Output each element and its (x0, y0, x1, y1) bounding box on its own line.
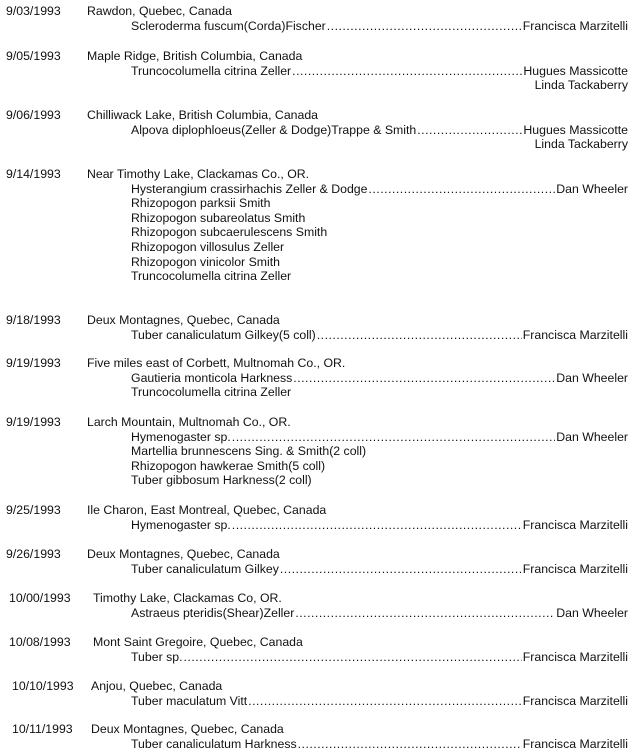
dot-leader (295, 606, 555, 621)
species-list (131, 328, 628, 343)
species-row (131, 459, 628, 474)
species-name: Tuber canaliculatum Gilkey (131, 561, 279, 576)
record-date: 9/19/1993 (6, 356, 61, 370)
record-location: Maple Ridge, British Columbia, Canada (87, 49, 303, 63)
record-location: Deux Montagnes, Quebec, Canada (87, 313, 280, 327)
species-row (131, 518, 628, 533)
species-name: Astraeus pteridis(Shear)Zeller (131, 605, 295, 620)
species-name: Tuber gibbosum Harkness(2 coll) (131, 473, 312, 488)
record-location: Five miles east of Corbett, Multnomah Co., OR. (87, 356, 346, 370)
dot-leader (293, 371, 555, 386)
species-list (131, 182, 628, 284)
species-row (131, 255, 628, 270)
species-name: Tuber canaliculatum Gilkey(5 coll) (131, 327, 316, 342)
dot-leader (327, 19, 522, 34)
species-name: Hysterangium crassirhachis Zeller & Dodge (131, 181, 368, 196)
species-row (131, 328, 628, 343)
dot-leader (232, 430, 555, 445)
species-name: Hymenogaster sp. (131, 429, 231, 444)
species-list (131, 606, 628, 621)
species-row (131, 473, 628, 488)
record-date: 10/00/1993 (9, 591, 71, 605)
species-row (131, 123, 628, 138)
species-row (131, 211, 628, 226)
collector-name: Hugues Massicotte (523, 122, 628, 137)
species-row (131, 225, 628, 240)
dot-leader (368, 182, 555, 197)
collector-name: Dan Wheeler (556, 605, 628, 620)
species-name: Rhizopogon hawkerae Smith(5 coll) (131, 458, 326, 473)
species-row (131, 371, 628, 386)
species-name: Rhizopogon villosulus Zeller (131, 239, 285, 254)
collector-name: Hugues Massicotte (523, 63, 628, 78)
species-row (131, 385, 628, 400)
species-row (131, 562, 628, 577)
species-list (131, 371, 628, 400)
record-date: 10/10/1993 (12, 679, 74, 693)
species-name: Truncocolumella citrina Zeller (131, 385, 292, 400)
species-row (131, 737, 628, 751)
record-date: 9/18/1993 (6, 313, 61, 327)
species-row (131, 430, 628, 445)
record-date: 9/26/1993 (6, 547, 61, 561)
record-location: Near Timothy Lake, Clackamas Co., OR. (87, 167, 310, 181)
record-date: 10/11/1993 (12, 722, 73, 736)
species-row (131, 650, 628, 665)
species-list (131, 19, 628, 34)
species-list (131, 64, 628, 79)
record-date: 9/14/1993 (6, 167, 61, 181)
species-name: Rhizopogon vinicolor Smith (131, 254, 281, 269)
species-list (131, 737, 628, 751)
species-name: Rhizopogon subcaerulescens Smith (131, 225, 328, 240)
record-location: Ile Charon, East Montreal, Quebec, Canada (87, 503, 327, 517)
record-location: Larch Mountain, Multnomah Co., OR. (87, 415, 291, 429)
record-date: 10/08/1993 (9, 635, 71, 649)
dot-leader (232, 518, 522, 533)
species-list (131, 123, 628, 138)
collector-name: Francisca Marzitelli (522, 649, 628, 664)
species-row (131, 269, 628, 284)
record-location: Timothy Lake, Clackamas Co, OR. (93, 591, 282, 605)
record-location: Chilliwack Lake, British Columbia, Canada (87, 108, 319, 122)
record-date: 9/03/1993 (6, 4, 61, 18)
dot-leader (248, 694, 522, 709)
record-location: Anjou, Quebec, Canada (91, 679, 223, 693)
record-date: 9/19/1993 (6, 415, 61, 429)
species-list (131, 694, 628, 709)
species-name: Tuber canaliculatum Harkness (131, 736, 297, 751)
collector-name: Dan Wheeler (556, 429, 628, 444)
collector-name: Francisca Marzitelli (522, 736, 628, 751)
species-list (131, 650, 628, 665)
species-row (131, 182, 628, 197)
record-location: Mont Saint Gregoire, Quebec, Canada (93, 635, 303, 649)
collector-name: Dan Wheeler (556, 370, 628, 385)
species-name: Hymenogaster sp. (131, 517, 231, 532)
species-row (131, 444, 628, 459)
species-row (131, 694, 628, 709)
collector-name: Dan Wheeler (556, 181, 628, 196)
species-row (131, 19, 628, 34)
collector-name: Francisca Marzitelli (522, 517, 628, 532)
record-date: 9/05/1993 (6, 49, 61, 63)
collector-name: Linda Tackaberry (534, 78, 628, 93)
species-row (131, 196, 628, 211)
record-location: Deux Montagnes, Quebec, Canada (91, 722, 284, 736)
species-list (131, 518, 628, 533)
species-name: Gautieria monticola Harkness (131, 370, 293, 385)
dot-leader (417, 123, 522, 138)
record-location: Deux Montagnes, Quebec, Canada (87, 547, 280, 561)
species-name: Truncocolumella citrina Zeller (131, 269, 292, 284)
collector-name: Linda Tackaberry (534, 137, 628, 152)
collector-name: Francisca Marzitelli (522, 693, 628, 708)
record-date: 9/25/1993 (6, 503, 61, 517)
species-name: Rhizopogon parksii Smith (131, 196, 271, 211)
dot-leader (184, 650, 522, 665)
species-name: Tuber sp. (131, 649, 183, 664)
species-name: Scleroderma fuscum(Corda)Fischer (131, 18, 326, 33)
record-date: 9/06/1993 (6, 108, 61, 122)
species-row (131, 606, 628, 621)
species-name: Martellia brunnescens Sing. & Smith(2 coll) (131, 444, 367, 459)
species-list (131, 430, 628, 488)
species-row (131, 240, 628, 255)
record-location: Rawdon, Quebec, Canada (87, 4, 232, 18)
species-name: Rhizopogon subareolatus Smith (131, 210, 306, 225)
species-list (131, 562, 628, 577)
dot-leader (292, 64, 522, 79)
collector-name: Francisca Marzitelli (522, 327, 628, 342)
species-name: Alpova diplophloeus(Zeller & Dodge)Trappe & Smith (131, 122, 417, 137)
dot-leader (317, 328, 522, 343)
dot-leader (280, 562, 522, 577)
species-row (131, 64, 628, 79)
dot-leader (298, 737, 522, 751)
collector-name: Francisca Marzitelli (522, 18, 628, 33)
species-name: Truncocolumella citrina Zeller (131, 63, 292, 78)
collector-name: Francisca Marzitelli (522, 561, 628, 576)
species-name: Tuber maculatum Vitt (131, 693, 248, 708)
